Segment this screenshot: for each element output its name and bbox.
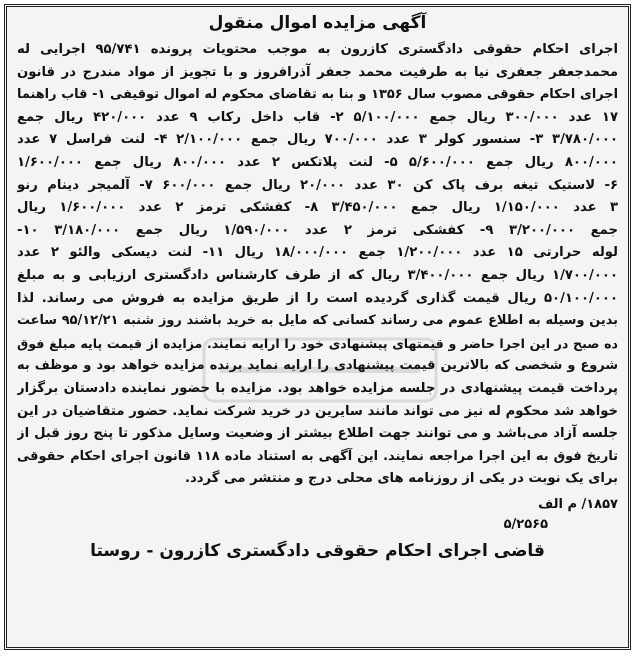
body-line-1: اجرای احکام حقوقی دادگستری کازرون به موجب محتویات پرونده ۹۵/۷۴۱ اجرایی له: [17, 42, 618, 57]
body-line-8: ۳ عدد ۱/۱۵۰/۰۰۰ ریال جمع ۳/۴۵۰/۰۰۰ ۸- کفشکی ترمز ۲ عدد ۱/۶۰۰/۰۰۰ ریال: [17, 200, 618, 216]
body-line-19: تاریخ فوق به این اجرا مراجعه نمایند. این آگهی به استناد ماده ۱۱۸ قانون اجرای احکام حقوقی: [17, 448, 618, 464]
body-line-16: پرداخت قیمت پیشنهادی در جلسه مزایده خواهد بود. مزایده با حضور نماینده دادستان برگزار: [17, 380, 618, 396]
body-line-9: جمع ۳/۲۰۰/۰۰۰ ۹- کفشکی ترمز ۲ عدد ۱/۵۹۰/۰۰۰ ریال جمع ۳/۱۸۰/۰۰۰ ۱۰-: [17, 222, 618, 238]
reference-block: [17, 495, 618, 535]
reference-number: ۱۸۵۷/ م الف: [538, 496, 618, 512]
auction-notice: [4, 4, 631, 650]
body-line-10: لوله حرارتی ۱۵ عدد ۱/۲۰۰/۰۰۰ جمع ۱۸/۰۰۰/۰۰۰ ریال ۱۱- لنت دیسکی والئو ۲ عدد: [17, 245, 618, 261]
body-line-4: ۱۷ عدد ۳۰۰/۰۰۰ ریال جمع ۵/۱۰۰/۰۰۰ ۲- قاب داخل رکاب ۹ عدد ۴۲۰/۰۰۰ ریال جمع: [17, 109, 618, 125]
body-line-14: ده صبح در این اجرا حاضر و قیمتهای پیشنهادی خود را ارایه نمایند. مزایده از قیمت پایه مبلغ فوق: [17, 335, 618, 351]
reference-code: ۵/۲۵۶۵: [503, 516, 548, 532]
notice-body: [17, 39, 618, 491]
body-line-7: ۶- لاستیک تیغه برف پاک کن ۳۰ عدد ۲۰/۰۰۰ ریال جمع ۶۰۰/۰۰۰ ۷- آلمیجر دینام رنو: [17, 177, 618, 193]
body-line-13: بدین وسیله به اطلاع عموم می رساند کسانی که مایل به خرید باشند روز شنبه ۹۵/۱۲/۲۱ ساعت: [17, 313, 618, 329]
body-line-15: شروع و شخصی که بالاترین قیمت پیشنهادی را ارایه نماید برنده مزایده خواهد بود و موظف به: [17, 358, 618, 374]
body-line-18: جلسه آزاد می‌باشد و می توانند جهت اطلاع بیشتر از وضعیت وسایل مذکور تا پنج روز قبل از: [17, 426, 618, 442]
body-line-11: ۱/۷۰۰/۰۰۰ ریال جمع ۳/۴۰۰/۰۰۰ ریال که از طرف کارشناس دادگستری ارزیابی و به مبلغ: [17, 267, 618, 283]
body-line-3: اجرای احکام حقوقی مصوب سال ۱۳۵۶ و بنا به تقاضای محکوم له اموال توقیفی ۱- قاب راهنما: [17, 87, 618, 103]
notice-title: آگهی مزایده اموال منقول: [208, 13, 427, 33]
body-line-5: ۳/۷۸۰/۰۰۰ ۳- سنسور کولر ۳ عدد ۷۰۰/۰۰۰ ریال جمع ۲/۱۰۰/۰۰۰ ۴- لنت فراسل ۷ عدد: [17, 132, 618, 148]
body-line-6: ۸۰۰/۰۰۰ ریال جمع ۵/۶۰۰/۰۰۰ ۵- لنت پلاتکس ۲ عدد ۸۰۰/۰۰۰ ریال جمع ۱/۶۰۰/۰۰۰: [17, 154, 618, 170]
body-line-2: محمدجعفر جعفری نیا به طرفیت محمد جعفر آذرافروز و با تجویز از مواد مندرج در قانون: [17, 64, 618, 80]
judge-signature: قاضی اجرای احکام حقوقی دادگستری کازرون - روستا: [90, 540, 545, 561]
body-line-12: ۵۰/۱۰۰/۰۰۰ ریال قیمت گذاری گردیده است را از طریق مزایده به فروش می رساند. لذا: [17, 290, 618, 306]
body-line-17: خواهد شد محکوم له نیز می تواند مانند سایرین در خرید شرکت نماید. حضور متقاضیان در این: [17, 403, 618, 419]
body-line-20: برای یک نوبت در یکی از روزنامه های محلی درج و منتشر می گردد.: [184, 471, 618, 487]
